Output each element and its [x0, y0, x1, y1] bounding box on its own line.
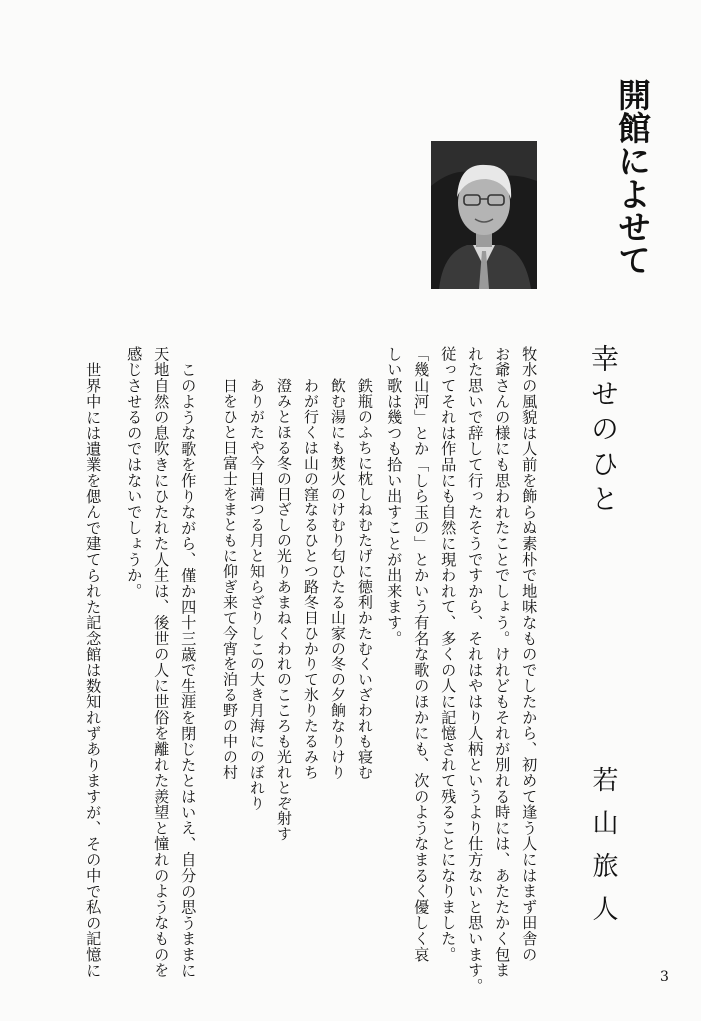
author-name: 若山旅人: [588, 766, 618, 938]
body-text-line: 感じさせるのではないでしょうか。: [125, 346, 144, 599]
body-text-line: 天地自然の息吹きにひたれた人生は、後世の人に世俗を離れた羨望と憧れのようなものを: [152, 346, 171, 978]
essay-subtitle: 幸せのひと: [587, 344, 620, 519]
page-title: 開館によせて: [613, 78, 652, 276]
body-text-line: しい歌は幾つも拾い出すことが出来ます。: [385, 346, 404, 647]
poem-line: 日をひと日富士をまともに仰ぎ来て今宵を泊る野の中の村: [220, 378, 239, 780]
poem-line: 飲む湯にも焚火のけむり匂ひたる山家の冬の夕餉なりけり: [328, 378, 347, 780]
page-number: 3: [660, 969, 669, 985]
body-text-line: お爺さんの様にも思われたことでしょう。けれどもそれが別れる時には、あたたかく包ま: [493, 346, 512, 978]
poem-line: ありがたや今日満つる月と知らざりしこの大き月海にのぼれり: [247, 378, 266, 811]
body-text-line: 世界中には遺業を偲んで建てられた記念館は数知れずありますが、その中で私の記憶に: [84, 362, 103, 979]
body-text-line: れた思いで辞して行ったそうですから、それはやはり人柄というより仕方ないと思います。: [466, 346, 485, 994]
poem-line: 澄みとほる冬の日ざしの光りあまねくわれのこころも光れとぞ射す: [274, 378, 293, 842]
poem-line: わが行くは山の窪なるひとつ路冬日ひかりて氷りたるみち: [301, 378, 320, 780]
body-text-line: 牧水の風貌は人前を飾らぬ素朴で地味なものでしたから、初めて逢う人にはまず田舎の: [520, 346, 539, 963]
body-text-line: このような歌を作りながら、僅か四十三歳で生涯を閉じたとはいえ、自分の思うままに: [179, 362, 198, 979]
poem-line: 鉄瓶のふちに枕しねむたげに徳利かたむくいざわれも寝む: [355, 378, 374, 780]
body-text-line: 「幾山河」とか「しら玉の」とかいう有名な歌のほかにも、次のようなまるく優しく哀: [412, 346, 431, 963]
portrait-photo-drawing: [431, 141, 537, 289]
portrait-photo: [431, 141, 537, 289]
body-text-line: 従ってそれは作品にも自然に現われて、多くの人に記憶されて残ることになりました。: [439, 346, 458, 963]
